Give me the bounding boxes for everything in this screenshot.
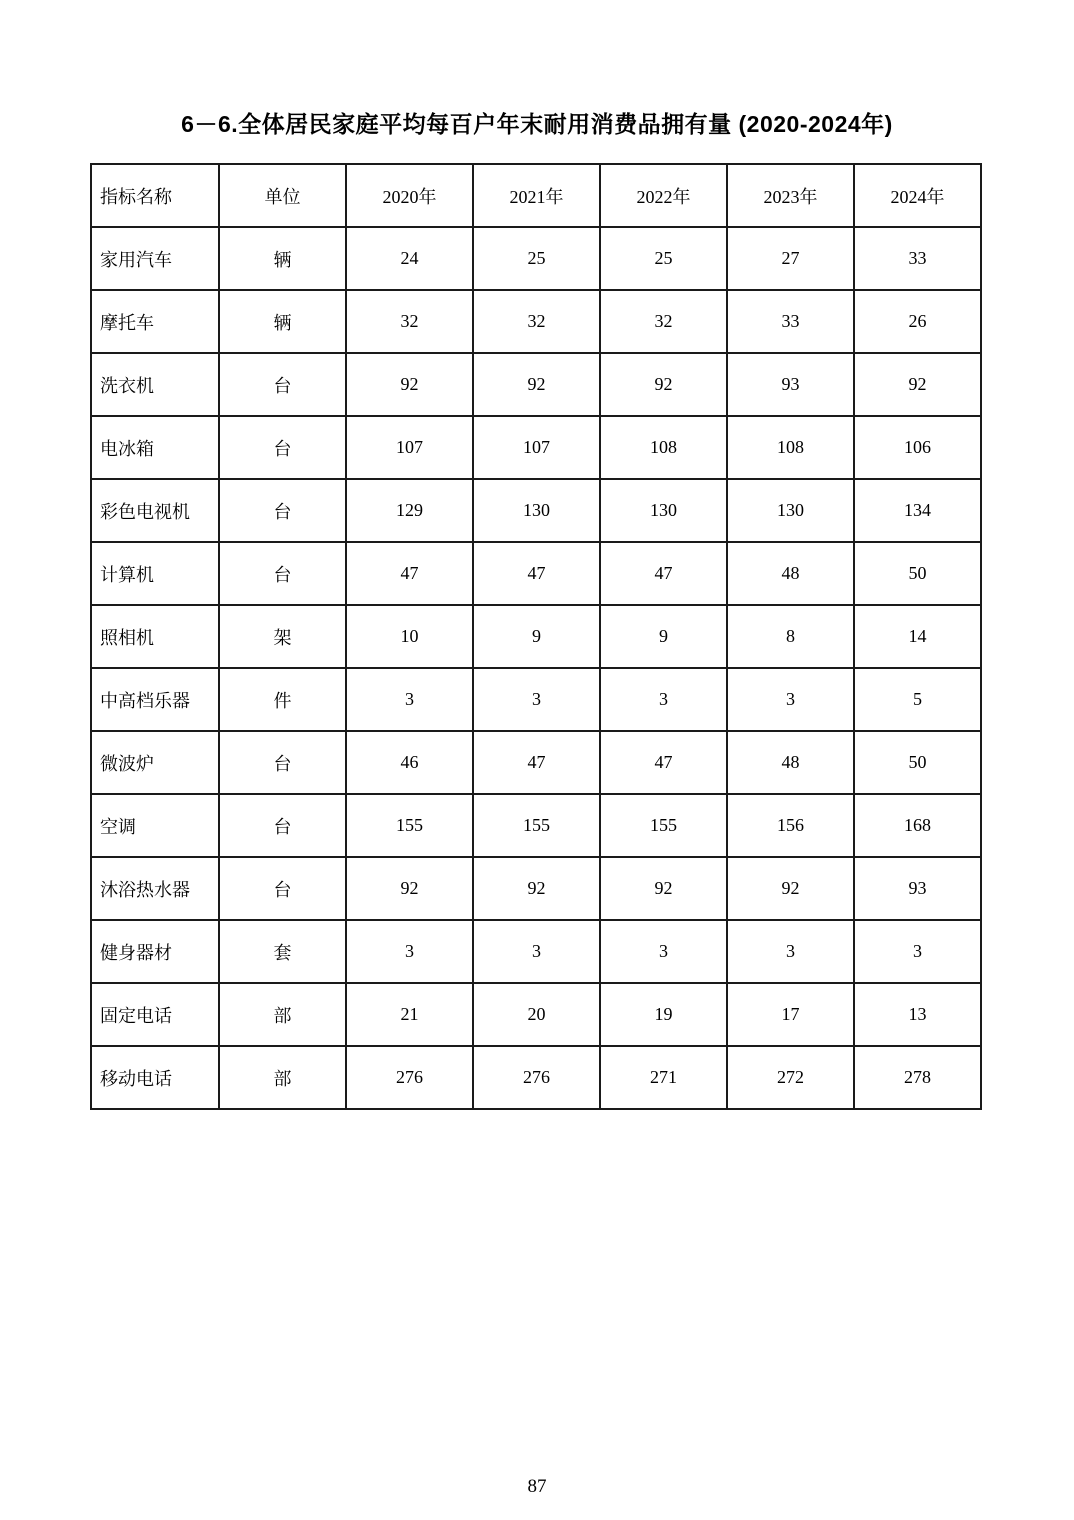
column-header: 2024年 xyxy=(854,164,981,227)
column-header: 单位 xyxy=(219,164,346,227)
indicator-value: 32 xyxy=(473,290,600,353)
indicator-value: 21 xyxy=(346,983,473,1046)
table-row xyxy=(91,794,981,857)
indicator-name: 计算机 xyxy=(91,542,219,605)
indicator-name: 照相机 xyxy=(91,605,219,668)
indicator-value: 3 xyxy=(727,668,854,731)
indicator-value: 9 xyxy=(473,605,600,668)
indicator-name: 空调 xyxy=(91,794,219,857)
indicator-value: 33 xyxy=(727,290,854,353)
indicator-name: 摩托车 xyxy=(91,290,219,353)
indicator-unit: 台 xyxy=(219,479,346,542)
indicator-value: 27 xyxy=(727,227,854,290)
indicator-value: 47 xyxy=(473,731,600,794)
indicator-value: 48 xyxy=(727,542,854,605)
indicator-value: 46 xyxy=(346,731,473,794)
table-row xyxy=(91,605,981,668)
indicator-value: 5 xyxy=(854,668,981,731)
indicator-value: 3 xyxy=(346,920,473,983)
indicator-value: 155 xyxy=(473,794,600,857)
table-row xyxy=(91,920,981,983)
column-header: 2020年 xyxy=(346,164,473,227)
indicator-unit: 台 xyxy=(219,731,346,794)
indicator-value: 26 xyxy=(854,290,981,353)
indicator-value: 92 xyxy=(473,353,600,416)
indicator-value: 92 xyxy=(600,857,727,920)
indicator-value: 276 xyxy=(473,1046,600,1109)
indicator-name: 中高档乐器 xyxy=(91,668,219,731)
indicator-value: 33 xyxy=(854,227,981,290)
indicator-value: 271 xyxy=(600,1046,727,1109)
table-row xyxy=(91,290,981,353)
indicator-value: 93 xyxy=(854,857,981,920)
table-row xyxy=(91,731,981,794)
table-row xyxy=(91,983,981,1046)
indicator-value: 3 xyxy=(600,668,727,731)
column-header: 2023年 xyxy=(727,164,854,227)
indicator-value: 3 xyxy=(473,920,600,983)
page-number: 87 xyxy=(527,1476,547,1497)
indicator-value: 156 xyxy=(727,794,854,857)
indicator-value: 50 xyxy=(854,731,981,794)
indicator-name: 彩色电视机 xyxy=(91,479,219,542)
indicator-value: 10 xyxy=(346,605,473,668)
indicator-name: 洗衣机 xyxy=(91,353,219,416)
indicator-value: 108 xyxy=(727,416,854,479)
indicator-value: 47 xyxy=(473,542,600,605)
indicator-value: 8 xyxy=(727,605,854,668)
indicator-value: 13 xyxy=(854,983,981,1046)
table-row xyxy=(91,668,981,731)
indicator-value: 9 xyxy=(600,605,727,668)
column-header: 2022年 xyxy=(600,164,727,227)
table-row xyxy=(91,857,981,920)
column-header: 2021年 xyxy=(473,164,600,227)
table-row xyxy=(91,227,981,290)
indicator-value: 3 xyxy=(473,668,600,731)
indicator-value: 92 xyxy=(346,857,473,920)
indicator-value: 25 xyxy=(473,227,600,290)
indicator-value: 48 xyxy=(727,731,854,794)
indicator-value: 278 xyxy=(854,1046,981,1109)
indicator-value: 276 xyxy=(346,1046,473,1109)
indicator-unit: 辆 xyxy=(219,227,346,290)
indicator-unit: 件 xyxy=(219,668,346,731)
table-row xyxy=(91,542,981,605)
indicator-name: 固定电话 xyxy=(91,983,219,1046)
indicator-value: 14 xyxy=(854,605,981,668)
indicator-value: 129 xyxy=(346,479,473,542)
indicator-name: 移动电话 xyxy=(91,1046,219,1109)
indicator-value: 130 xyxy=(727,479,854,542)
indicator-unit: 台 xyxy=(219,353,346,416)
indicator-value: 50 xyxy=(854,542,981,605)
indicator-value: 134 xyxy=(854,479,981,542)
table-body xyxy=(91,227,981,1109)
indicator-name: 家用汽车 xyxy=(91,227,219,290)
table-row xyxy=(91,479,981,542)
durable-goods-table xyxy=(90,163,982,1110)
indicator-unit: 台 xyxy=(219,794,346,857)
indicator-value: 108 xyxy=(600,416,727,479)
indicator-value: 155 xyxy=(346,794,473,857)
page-title: 6－6.全体居民家庭平均每百户年末耐用消费品拥有量 (2020-2024年) xyxy=(181,111,893,137)
indicator-name: 健身器材 xyxy=(91,920,219,983)
indicator-value: 3 xyxy=(727,920,854,983)
indicator-value: 92 xyxy=(727,857,854,920)
indicator-value: 92 xyxy=(854,353,981,416)
indicator-value: 130 xyxy=(600,479,727,542)
indicator-value: 93 xyxy=(727,353,854,416)
indicator-unit: 台 xyxy=(219,542,346,605)
indicator-unit: 部 xyxy=(219,983,346,1046)
indicator-value: 47 xyxy=(600,731,727,794)
indicator-value: 272 xyxy=(727,1046,854,1109)
indicator-unit: 套 xyxy=(219,920,346,983)
indicator-value: 47 xyxy=(600,542,727,605)
table-row xyxy=(91,353,981,416)
indicator-value: 19 xyxy=(600,983,727,1046)
table-row xyxy=(91,416,981,479)
indicator-value: 130 xyxy=(473,479,600,542)
indicator-name: 微波炉 xyxy=(91,731,219,794)
indicator-value: 107 xyxy=(346,416,473,479)
table-row xyxy=(91,1046,981,1109)
indicator-unit: 台 xyxy=(219,416,346,479)
indicator-value: 107 xyxy=(473,416,600,479)
column-header: 指标名称 xyxy=(91,164,219,227)
indicator-value: 3 xyxy=(854,920,981,983)
indicator-value: 3 xyxy=(346,668,473,731)
indicator-unit: 辆 xyxy=(219,290,346,353)
indicator-value: 47 xyxy=(346,542,473,605)
indicator-unit: 部 xyxy=(219,1046,346,1109)
indicator-value: 17 xyxy=(727,983,854,1046)
indicator-value: 24 xyxy=(346,227,473,290)
indicator-value: 3 xyxy=(600,920,727,983)
indicator-value: 155 xyxy=(600,794,727,857)
indicator-value: 92 xyxy=(346,353,473,416)
indicator-value: 92 xyxy=(600,353,727,416)
indicator-value: 25 xyxy=(600,227,727,290)
indicator-value: 168 xyxy=(854,794,981,857)
indicator-name: 沐浴热水器 xyxy=(91,857,219,920)
indicator-unit: 架 xyxy=(219,605,346,668)
indicator-value: 92 xyxy=(473,857,600,920)
indicator-name: 电冰箱 xyxy=(91,416,219,479)
table-header-row xyxy=(91,164,981,227)
indicator-value: 32 xyxy=(346,290,473,353)
indicator-value: 20 xyxy=(473,983,600,1046)
indicator-unit: 台 xyxy=(219,857,346,920)
indicator-value: 32 xyxy=(600,290,727,353)
indicator-value: 106 xyxy=(854,416,981,479)
